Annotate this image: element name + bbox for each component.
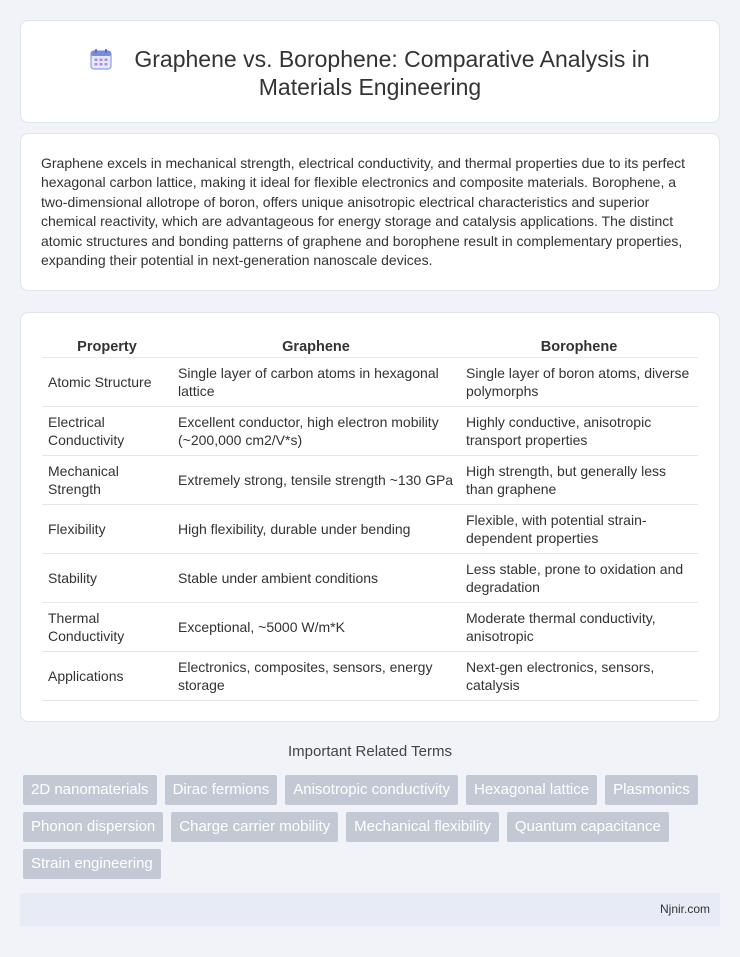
page-title-text: Graphene vs. Borophene: Comparative Analysis in Materials Engineering	[134, 46, 650, 100]
page-title	[21, 21, 719, 101]
comparison-table-card	[20, 312, 720, 722]
intro-paragraph: Graphene excels in mechanical strength, electrical conductivity, and thermal properties due to its perfect hexagonal carbon lattice, making it ideal for flexible electronics and composite materials. Borophene, a two-dimensional allotrope of boron, offers unique anisotropic electrical characteristics and superior chemical reactivity, which are advantageous for energy storage and catalysis applications. The distinct atomic structures and bonding patterns of graphene and borophene result in complementary properties, expanding their potential in next-generation nanoscale devices.	[41, 155, 686, 269]
table-row	[42, 602, 698, 651]
related-term-tag[interactable]: Plasmonics	[605, 775, 698, 805]
related-term-tag[interactable]: Phonon dispersion	[23, 812, 163, 842]
table-row	[42, 455, 698, 504]
column-header-property: Property	[42, 333, 172, 357]
property-cell: Thermal Conductivity	[42, 602, 172, 651]
related-term-tag[interactable]: Hexagonal lattice	[466, 775, 597, 805]
related-terms-heading: Important Related Terms	[288, 743, 452, 760]
table-header-row	[42, 333, 698, 357]
related-term-tag[interactable]: Dirac fermions	[165, 775, 278, 805]
property-cell: Flexibility	[42, 504, 172, 553]
borophene-cell: Moderate thermal conductivity, anisotropic	[460, 602, 698, 651]
table-row	[42, 357, 698, 406]
related-term-tag[interactable]: Anisotropic conductivity	[285, 775, 458, 805]
property-cell: Applications	[42, 651, 172, 700]
related-term-tag[interactable]: Quantum capacitance	[507, 812, 669, 842]
graphene-cell: High flexibility, durable under bending	[172, 504, 460, 553]
borophene-cell: Next-gen electronics, sensors, catalysis	[460, 651, 698, 700]
related-term-tag[interactable]: Strain engineering	[23, 849, 161, 879]
borophene-cell: Highly conductive, anisotropic transport properties	[460, 406, 698, 455]
related-term-tag[interactable]: Charge carrier mobility	[171, 812, 338, 842]
borophene-cell: Single layer of boron atoms, diverse polymorphs	[460, 357, 698, 406]
borophene-cell: Less stable, prone to oxidation and degradation	[460, 553, 698, 602]
table-row	[42, 504, 698, 553]
graphene-cell: Exceptional, ~5000 W/m*K	[172, 602, 460, 651]
comparison-table	[42, 333, 698, 701]
table-row	[42, 406, 698, 455]
related-terms-tags	[23, 775, 723, 879]
borophene-cell: High strength, but generally less than graphene	[460, 455, 698, 504]
intro-card	[20, 133, 720, 291]
related-term-tag[interactable]: Mechanical flexibility	[346, 812, 499, 842]
calendar-icon	[90, 48, 112, 70]
graphene-cell: Excellent conductor, high electron mobility (~200,000 cm2/V*s)	[172, 406, 460, 455]
graphene-cell: Stable under ambient conditions	[172, 553, 460, 602]
column-header-graphene: Graphene	[172, 333, 460, 357]
table-row	[42, 553, 698, 602]
footer-site-link[interactable]: Njnir.com	[659, 902, 710, 916]
table-row	[42, 651, 698, 700]
property-cell: Electrical Conductivity	[42, 406, 172, 455]
graphene-cell: Single layer of carbon atoms in hexagonal lattice	[172, 357, 460, 406]
title-card	[20, 20, 720, 123]
graphene-cell: Electronics, composites, sensors, energy storage	[172, 651, 460, 700]
column-header-borophene: Borophene	[460, 333, 698, 357]
footer	[20, 893, 720, 926]
related-term-tag[interactable]: 2D nanomaterials	[23, 775, 157, 805]
property-cell: Mechanical Strength	[42, 455, 172, 504]
graphene-cell: Extremely strong, tensile strength ~130 GPa	[172, 455, 460, 504]
property-cell: Atomic Structure	[42, 357, 172, 406]
borophene-cell: Flexible, with potential strain-dependent properties	[460, 504, 698, 553]
property-cell: Stability	[42, 553, 172, 602]
